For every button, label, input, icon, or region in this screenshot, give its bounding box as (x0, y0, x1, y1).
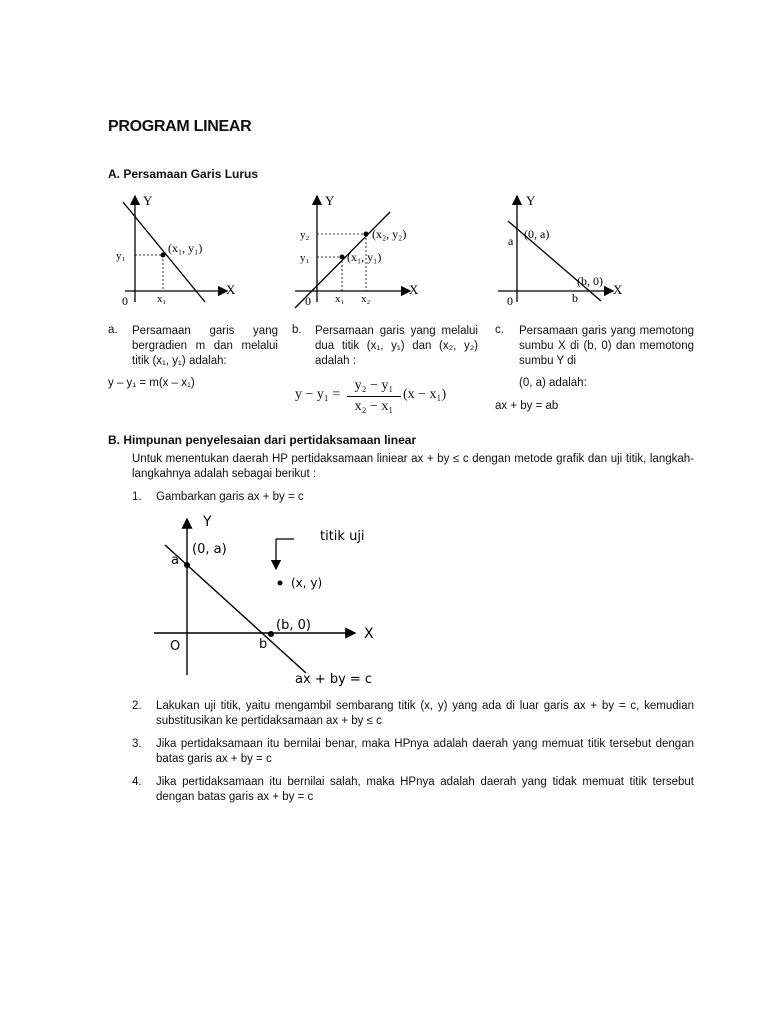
formula-denominator: x₂ − x₁ (354, 399, 394, 414)
step-text: Gambarkan garis ax + by = c (156, 491, 304, 503)
origin-label: 0 (507, 294, 513, 308)
item-b-marker: b. (292, 324, 302, 336)
step-text: Lakukan uji titik, yaitu mengambil sembarang titik (x, y) yang ada di luar garis ax + by = c, kemudian substitusikan ke pertidaksamaan ax + by ≤ c (156, 700, 694, 727)
x-axis-label: X (226, 282, 236, 297)
item-b-formula (295, 375, 495, 419)
graph-two-points-line (290, 190, 430, 310)
formula-rhs: (x − x₁) (403, 387, 447, 402)
origin-label: 0 (122, 294, 128, 308)
point-b-label: (b, 0) (577, 274, 603, 288)
graph-inequality (150, 505, 410, 690)
origin-label: 0 (305, 294, 311, 308)
graph-intercept-line (493, 190, 633, 310)
y-axis-label: Y (325, 193, 335, 208)
item-c-marker: c. (495, 324, 504, 336)
b-label: b (259, 637, 268, 652)
point2-label: (x₂, y₂) (372, 227, 407, 241)
step-2 (132, 699, 694, 729)
point1-dot (340, 255, 345, 260)
x-axis-label: X (364, 626, 374, 642)
formula-lhs: y − y₁ = (295, 387, 341, 402)
item-a-marker: a. (108, 324, 118, 336)
section-b-intro: Untuk menentukan daerah HP pertidaksamaan liniear ax + by ≤ c dengan metode grafik dan uji titik, langkah-langkahnya adalah sebagai berikut : (132, 453, 694, 480)
y-axis-label: Y (526, 193, 536, 208)
test-point-caption: titik uji (320, 529, 365, 544)
section-b-heading: B. Himpunan penyelesaian dari pertidaksamaan linear (108, 433, 417, 447)
item-c-formula: ax + by = ab (495, 400, 559, 412)
line (508, 221, 601, 301)
step-3 (132, 737, 694, 767)
y-tick1-label: y₁ (300, 252, 310, 264)
item-a-formula: y – y₁ = m(x – x₁) (108, 377, 195, 389)
point-dot (161, 253, 166, 258)
a-label: a (171, 553, 179, 568)
step-1 (132, 490, 694, 505)
point-a-dot (184, 562, 190, 568)
y-axis-label: Y (203, 514, 212, 530)
x-tick2-label: x₂ (361, 293, 371, 305)
x-tick1-label: x₁ (335, 293, 345, 305)
formula-numerator: y₂ − y₁ (354, 378, 394, 393)
y-tick-label: y₁ (116, 250, 126, 262)
point-label: (x₁, y₁) (168, 241, 203, 255)
item-b-text: Persamaan garis yang melalui dua titik (x₁, y₁) dan (x₂, y₂) adalah : (315, 325, 478, 367)
step-number: 1. (132, 491, 142, 503)
point-a-label: (0, a) (192, 542, 227, 557)
test-point-label: (x, y) (291, 576, 323, 590)
origin-label: O (170, 639, 181, 654)
a-label: a (508, 234, 514, 248)
point2-dot (364, 232, 369, 237)
item-c-text2: (0, a) adalah: (519, 377, 587, 389)
point1-label: (x₁, y₁) (347, 250, 382, 264)
b-label: b (572, 291, 578, 305)
test-point-dot (278, 581, 283, 586)
page-title: PROGRAM LINEAR (108, 118, 252, 135)
y-axis-label: Y (143, 193, 153, 208)
step-text: Jika pertidaksamaan itu bernilai salah, maka HPnya adalah daerah yang tidak memuat titik tersebut dengan batas garis ax + by = c (156, 776, 694, 803)
line-equation-label: ax + by = c (295, 672, 373, 687)
step-number: 2. (132, 700, 142, 712)
x-axis-label: X (613, 282, 623, 297)
x-axis-label: X (409, 282, 419, 297)
point-b-label: (b, 0) (276, 618, 311, 633)
step-number: 3. (132, 738, 142, 750)
x-tick-label: x₁ (157, 293, 167, 305)
point-b-dot (268, 631, 274, 637)
item-c-text: Persamaan garis yang memotong sumbu X di (b, 0) dan memotong sumbu Y di (519, 325, 694, 367)
item-a-text: Persamaan garis yang bergradien m dan melalui titik (x₁, y₁) adalah: (132, 325, 278, 367)
graph-gradient-line (105, 190, 245, 310)
step-number: 4. (132, 776, 142, 788)
step-text: Jika pertidaksamaan itu bernilai benar, maka HPnya adalah daerah yang memuat titik tersebut dengan batas garis ax + by = c (156, 738, 694, 765)
step-4 (132, 775, 694, 805)
point-a-label: (0, a) (524, 227, 550, 241)
section-a-heading: A. Persamaan Garis Lurus (108, 167, 259, 181)
y-tick2-label: y₂ (300, 229, 310, 241)
